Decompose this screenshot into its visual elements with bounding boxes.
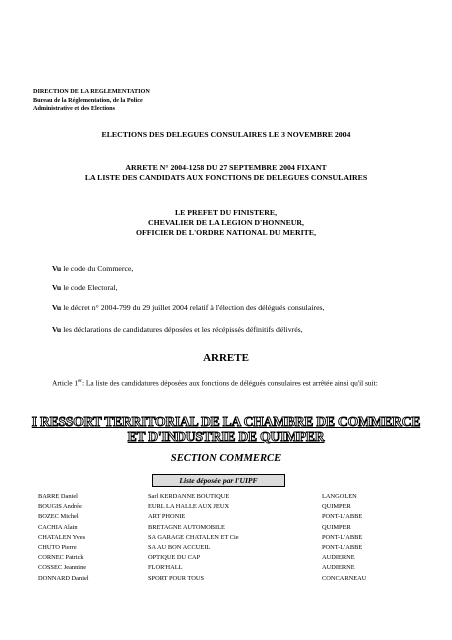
candidate-company: Sarl KERDANNE BOUTIQUE [148,493,230,500]
issuing-department-header [33,88,150,114]
candidate-town: PONT-L'ABBE [322,533,363,541]
ressort-title [0,415,452,444]
table-row [38,553,412,563]
vu-text: le code Electoral, [61,283,118,292]
ressort-title-line-1: I RESSORT TERRITORIAL DE LA CHAMBRE DE COMMERCE [31,414,421,429]
vu-label: Vu [52,283,62,292]
header-line-3: Administrative et des Elections [33,105,115,113]
vu-text: les déclarations de candidatures déposées et les récépissés définitifs délivrés, [61,325,303,334]
election-title: ELECTIONS DES DELEGUES CONSULAIRES LE 3 NOVEMBRE 2004 [101,130,351,139]
candidate-company: SPORT POUR TOUS [148,574,205,582]
vu-item-3 [52,303,325,312]
candidate-name: BARRE Daniel [38,493,78,500]
section-title: SECTION COMMERCE [170,453,282,464]
vu-label: Vu [52,264,62,273]
candidate-company: FLOR'HALL [148,564,183,572]
vu-text: le décret n° 2004-799 du 29 juillet 2004 relatif à l'élection des délégués consulaires, [61,303,325,312]
table-row [38,502,412,512]
candidate-name: BOZEC Michel [38,513,79,521]
candidate-name: CHATALEN Yves [38,533,86,541]
vu-label: Vu [52,303,62,312]
arrete-title: ARRETE [203,352,249,364]
ressort-title-line-2: ET D'INDUSTRIE DE QUIMPER [127,428,325,444]
candidate-name: CORNEC Patrick [38,554,84,562]
table-row [38,523,412,533]
candidates-table-body [38,492,412,584]
candidate-town: CONCARNEAU [322,574,367,582]
table-row [38,563,412,573]
header-line-1: DIRECTION DE LA REGLEMENTATION [33,88,150,95]
candidate-company: SA GARAGE CHATALEN ET Cie [148,533,239,541]
vu-item-4 [52,325,303,334]
list-label-box: Liste déposée par l'UIPF [152,474,285,487]
candidate-name: CHUTO Pierre [38,544,77,552]
candidate-name: BOUGIS Andrée [38,503,82,511]
article-prefix: Article 1 [52,378,79,388]
article-text: : La liste des candidatures déposées aux fonctions de délégués consulaires est arrêtée ainsi qu'il suit: [81,378,378,388]
candidate-town: PONT-L'ABBE [322,544,363,552]
candidate-town: QUIMPER [322,523,351,531]
vu-item-2 [52,283,118,292]
vu-label: Vu [52,325,62,334]
header-line-2: Bureau de la Réglementation, de la Police [33,96,143,104]
article-ordinal: er [78,379,82,384]
prefet-line-3: OFFICIER DE L'ORDRE NATIONAL DU MERITE, [135,228,317,237]
prefet-titles [0,208,452,238]
candidate-town: LANGOLEN [322,493,357,500]
table-row [38,492,412,502]
candidate-name: DONNARD Daniel [38,574,89,582]
arrete-heading-line-1: ARRETE N° 2004-1258 DU 27 SEPTEMBRE 2004 FIXANT [125,163,327,172]
table-row [38,574,412,584]
candidate-company: OPTIQUE DU CAP [148,554,201,562]
vu-text: le code du Commerce, [61,264,134,273]
arrete-heading-line-2: LA LISTE DES CANDIDATS AUX FONCTIONS DE DELEGUES CONSULAIRES [84,173,368,182]
prefet-line-2: CHEVALIER DE LA LEGION D'HONNEUR, [147,218,305,227]
candidate-company: BRETAGNE AUTOMOBILE [148,523,225,531]
table-row [38,512,412,522]
candidate-town: PONT-L'ABBE [322,513,363,521]
table-row [38,543,412,553]
candidate-town: AUDIERNE [322,554,355,562]
candidate-name: CACHIA Alain [38,523,78,531]
candidate-company: ART PHONIE [148,513,186,521]
prefet-line-1: LE PREFET DU FINISTERE, [174,208,278,217]
candidate-company: EURL LA HALLE AUX JEUX [148,503,230,511]
table-row [38,533,412,543]
article-1 [52,377,412,388]
candidate-company: SA AU BON ACCUEIL [148,544,211,552]
vu-item-1 [52,264,133,273]
candidate-town: AUDIERNE [322,564,355,572]
candidates-table [38,492,412,584]
candidate-name: COSSEC Jeannine [38,564,87,572]
candidate-town: QUIMPER [322,503,351,511]
arrete-heading [0,163,452,183]
